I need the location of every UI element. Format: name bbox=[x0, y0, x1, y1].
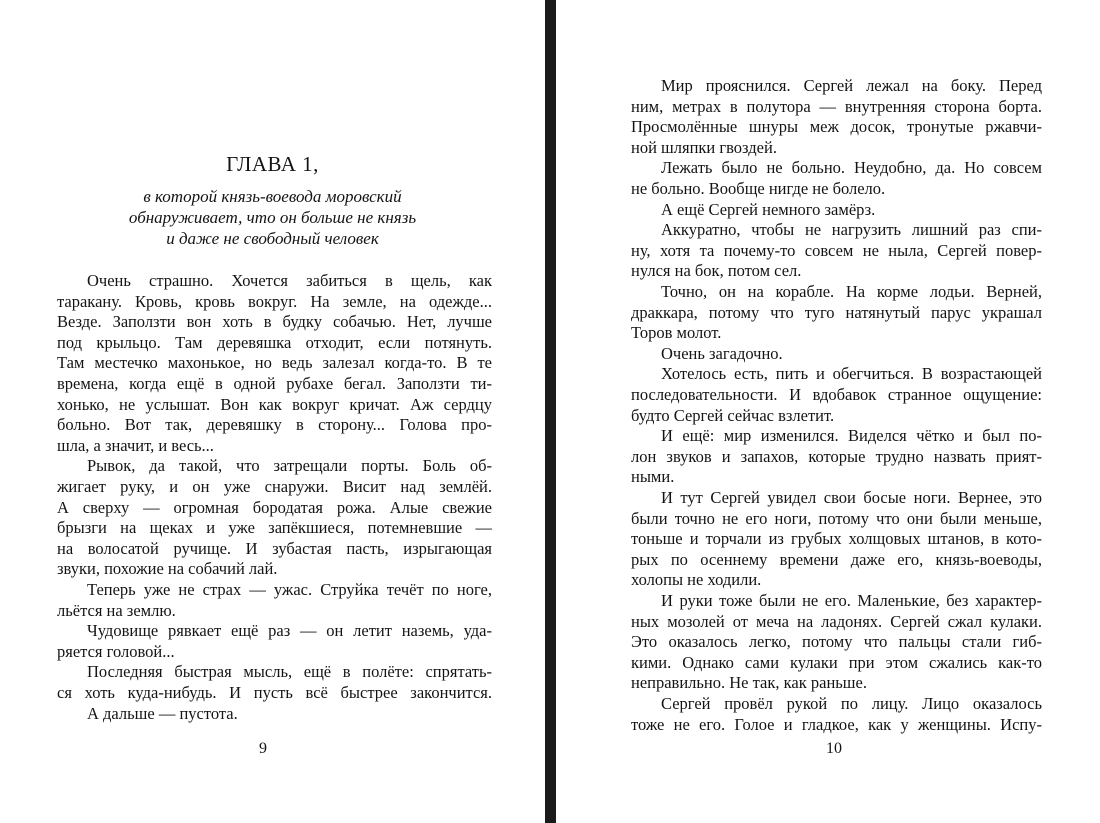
text-line: тоньше и торчали из грубых холщовых штанов, в кото- bbox=[631, 529, 1042, 549]
text-line: ных мозолей от меча на ладонях. Сергей сжал кулаки. bbox=[631, 611, 1042, 631]
text-line: ним, метрах в полутора — внутренняя сторона борта. bbox=[631, 96, 1042, 116]
book-spine bbox=[545, 0, 556, 823]
text-line: ными. bbox=[631, 467, 675, 487]
text-line: Это оказалось легко, потому что пальцы стали гиб- bbox=[631, 632, 1042, 652]
text-line: Теперь уже не страх — ужас. Струйка течёт по ноге, bbox=[87, 580, 492, 599]
text-line: Чудовище рявкает ещё раз — он летит наземь, уда- bbox=[87, 621, 492, 641]
text-line: А сверху — огромная бородатая рожа. Алые свежие bbox=[57, 497, 492, 517]
text-line: Просмолённые шнуры меж досок, тронутые ржавчи- bbox=[631, 117, 1042, 137]
text-line: Там местечко махонькое, но ведь залезал когда-то. В те bbox=[57, 353, 492, 373]
text-line: времена, когда ещё в одной рубахе бегал. Заползти ти- bbox=[57, 374, 492, 393]
text-line: И ещё: мир изменился. Виделся чётко и был по- bbox=[661, 426, 1042, 446]
text-line: Везде. Заползти вон хоть в будку собачью. Нет, лучше bbox=[57, 312, 492, 332]
left-page bbox=[0, 0, 545, 823]
text-line: ся хоть куда-нибудь. И пусть всё быстрее закончится. bbox=[57, 683, 492, 702]
text-line: холопы не ходили. bbox=[631, 570, 762, 590]
text-line: последовательности. И вдобавок странное ощущение: bbox=[631, 385, 1042, 404]
page-number-right: 10 bbox=[826, 740, 842, 757]
text-line: Мир прояснился. Сергей лежал на боку. Перед bbox=[661, 76, 1042, 95]
text-line: ной шляпки гвоздей. bbox=[631, 137, 777, 157]
text-line: А ещё Сергей немного замёрз. bbox=[661, 199, 876, 219]
text-line: хонько, не услышат. Вон как вокруг кричат. Аж сердцу bbox=[57, 394, 492, 414]
text-line: не больно. Вообще нигде не болело. bbox=[631, 179, 886, 198]
text-line: были точно не его ноги, потому что они были меньше, bbox=[631, 508, 1042, 528]
text-line: жигает руку, и он уже снаружи. Висит над землёй. bbox=[57, 477, 492, 496]
text-line: Последняя быстрая мысль, ещё в полёте: спрятать- bbox=[87, 662, 492, 682]
text-line: И тут Сергей увидел свои босые ноги. Вернее, это bbox=[661, 488, 1042, 507]
text-line: на волосатой ручище. И зубастая пасть, изрыгающая bbox=[57, 538, 492, 558]
text-line: Очень загадочно. bbox=[661, 343, 783, 363]
text-line: Торов молот. bbox=[631, 323, 722, 343]
text-line: под крыльцо. Там деревяшка отходит, если потянуть. bbox=[57, 332, 492, 352]
text-line: А дальше — пустота. bbox=[87, 703, 238, 723]
chapter-subtitle-line: в которой князь-воевода моровский bbox=[143, 187, 402, 206]
text-line: драккара, потому что туго натянутый парус украшал bbox=[631, 302, 1042, 322]
text-line: Рывок, да такой, что затрещали порты. Боль об- bbox=[87, 456, 492, 476]
chapter-subtitle-line: и даже не свободный человек bbox=[166, 229, 379, 248]
right-page bbox=[556, 0, 1100, 823]
chapter-title: ГЛАВА 1, bbox=[226, 152, 319, 176]
text-line: звуки, похожие на собачий лай. bbox=[57, 559, 278, 579]
text-line: ну, хотя та почему-то совсем не ныла, Сергей повер- bbox=[631, 240, 1042, 260]
text-line: льётся на землю. bbox=[57, 600, 176, 620]
page-number-left: 9 bbox=[259, 740, 267, 757]
text-line: ряется головой... bbox=[57, 641, 175, 661]
text-line: брызги на щеках и уже запёкшиеся, потемневшие — bbox=[57, 518, 492, 538]
chapter-subtitle bbox=[0, 186, 545, 249]
text-line: шла, а значит, и весь... bbox=[57, 435, 214, 455]
text-line: тоже не его. Голое и гладкое, как у женщины. Испу- bbox=[631, 714, 1042, 734]
text-line: таракану. Кровь, кровь вокруг. На земле, на одежде... bbox=[57, 291, 492, 311]
text-line: рых по осеннему времени даже его, князь-воеводы, bbox=[631, 549, 1042, 569]
text-line: Точно, он на корабле. На корме лодьи. Верней, bbox=[661, 282, 1042, 301]
text-line: Аккуратно, чтобы не нагрузить лишний раз спи- bbox=[661, 220, 1042, 240]
chapter-subtitle-line: обнаруживает, что он больше не князь bbox=[128, 208, 417, 227]
text-line: Сергей провёл рукой по лицу. Лицо оказалось bbox=[661, 694, 1042, 713]
text-line: лон звуков и запахов, которые трудно назвать прият- bbox=[631, 446, 1042, 466]
text-line: неправильно. Не так, как раньше. bbox=[631, 673, 867, 693]
text-line: нулся на бок, потом сел. bbox=[631, 261, 802, 281]
text-line: больно. Вот так, деревяшку в сторону... Голова про- bbox=[57, 415, 492, 435]
text-line: Лежать было не больно. Неудобно, да. Но совсем bbox=[661, 158, 1042, 178]
text-line: Хотелось есть, пить и обегчиться. В возрастающей bbox=[661, 364, 1042, 384]
text-line: будто Сергей сейчас взлетит. bbox=[631, 405, 835, 425]
text-line: И руки тоже были не его. Маленькие, без характер- bbox=[661, 591, 1042, 610]
text-line: кими. Однако сами кулаки при этом сжались как-то bbox=[631, 652, 1042, 672]
text-line: Очень страшно. Хочется забиться в щель, как bbox=[87, 271, 492, 290]
